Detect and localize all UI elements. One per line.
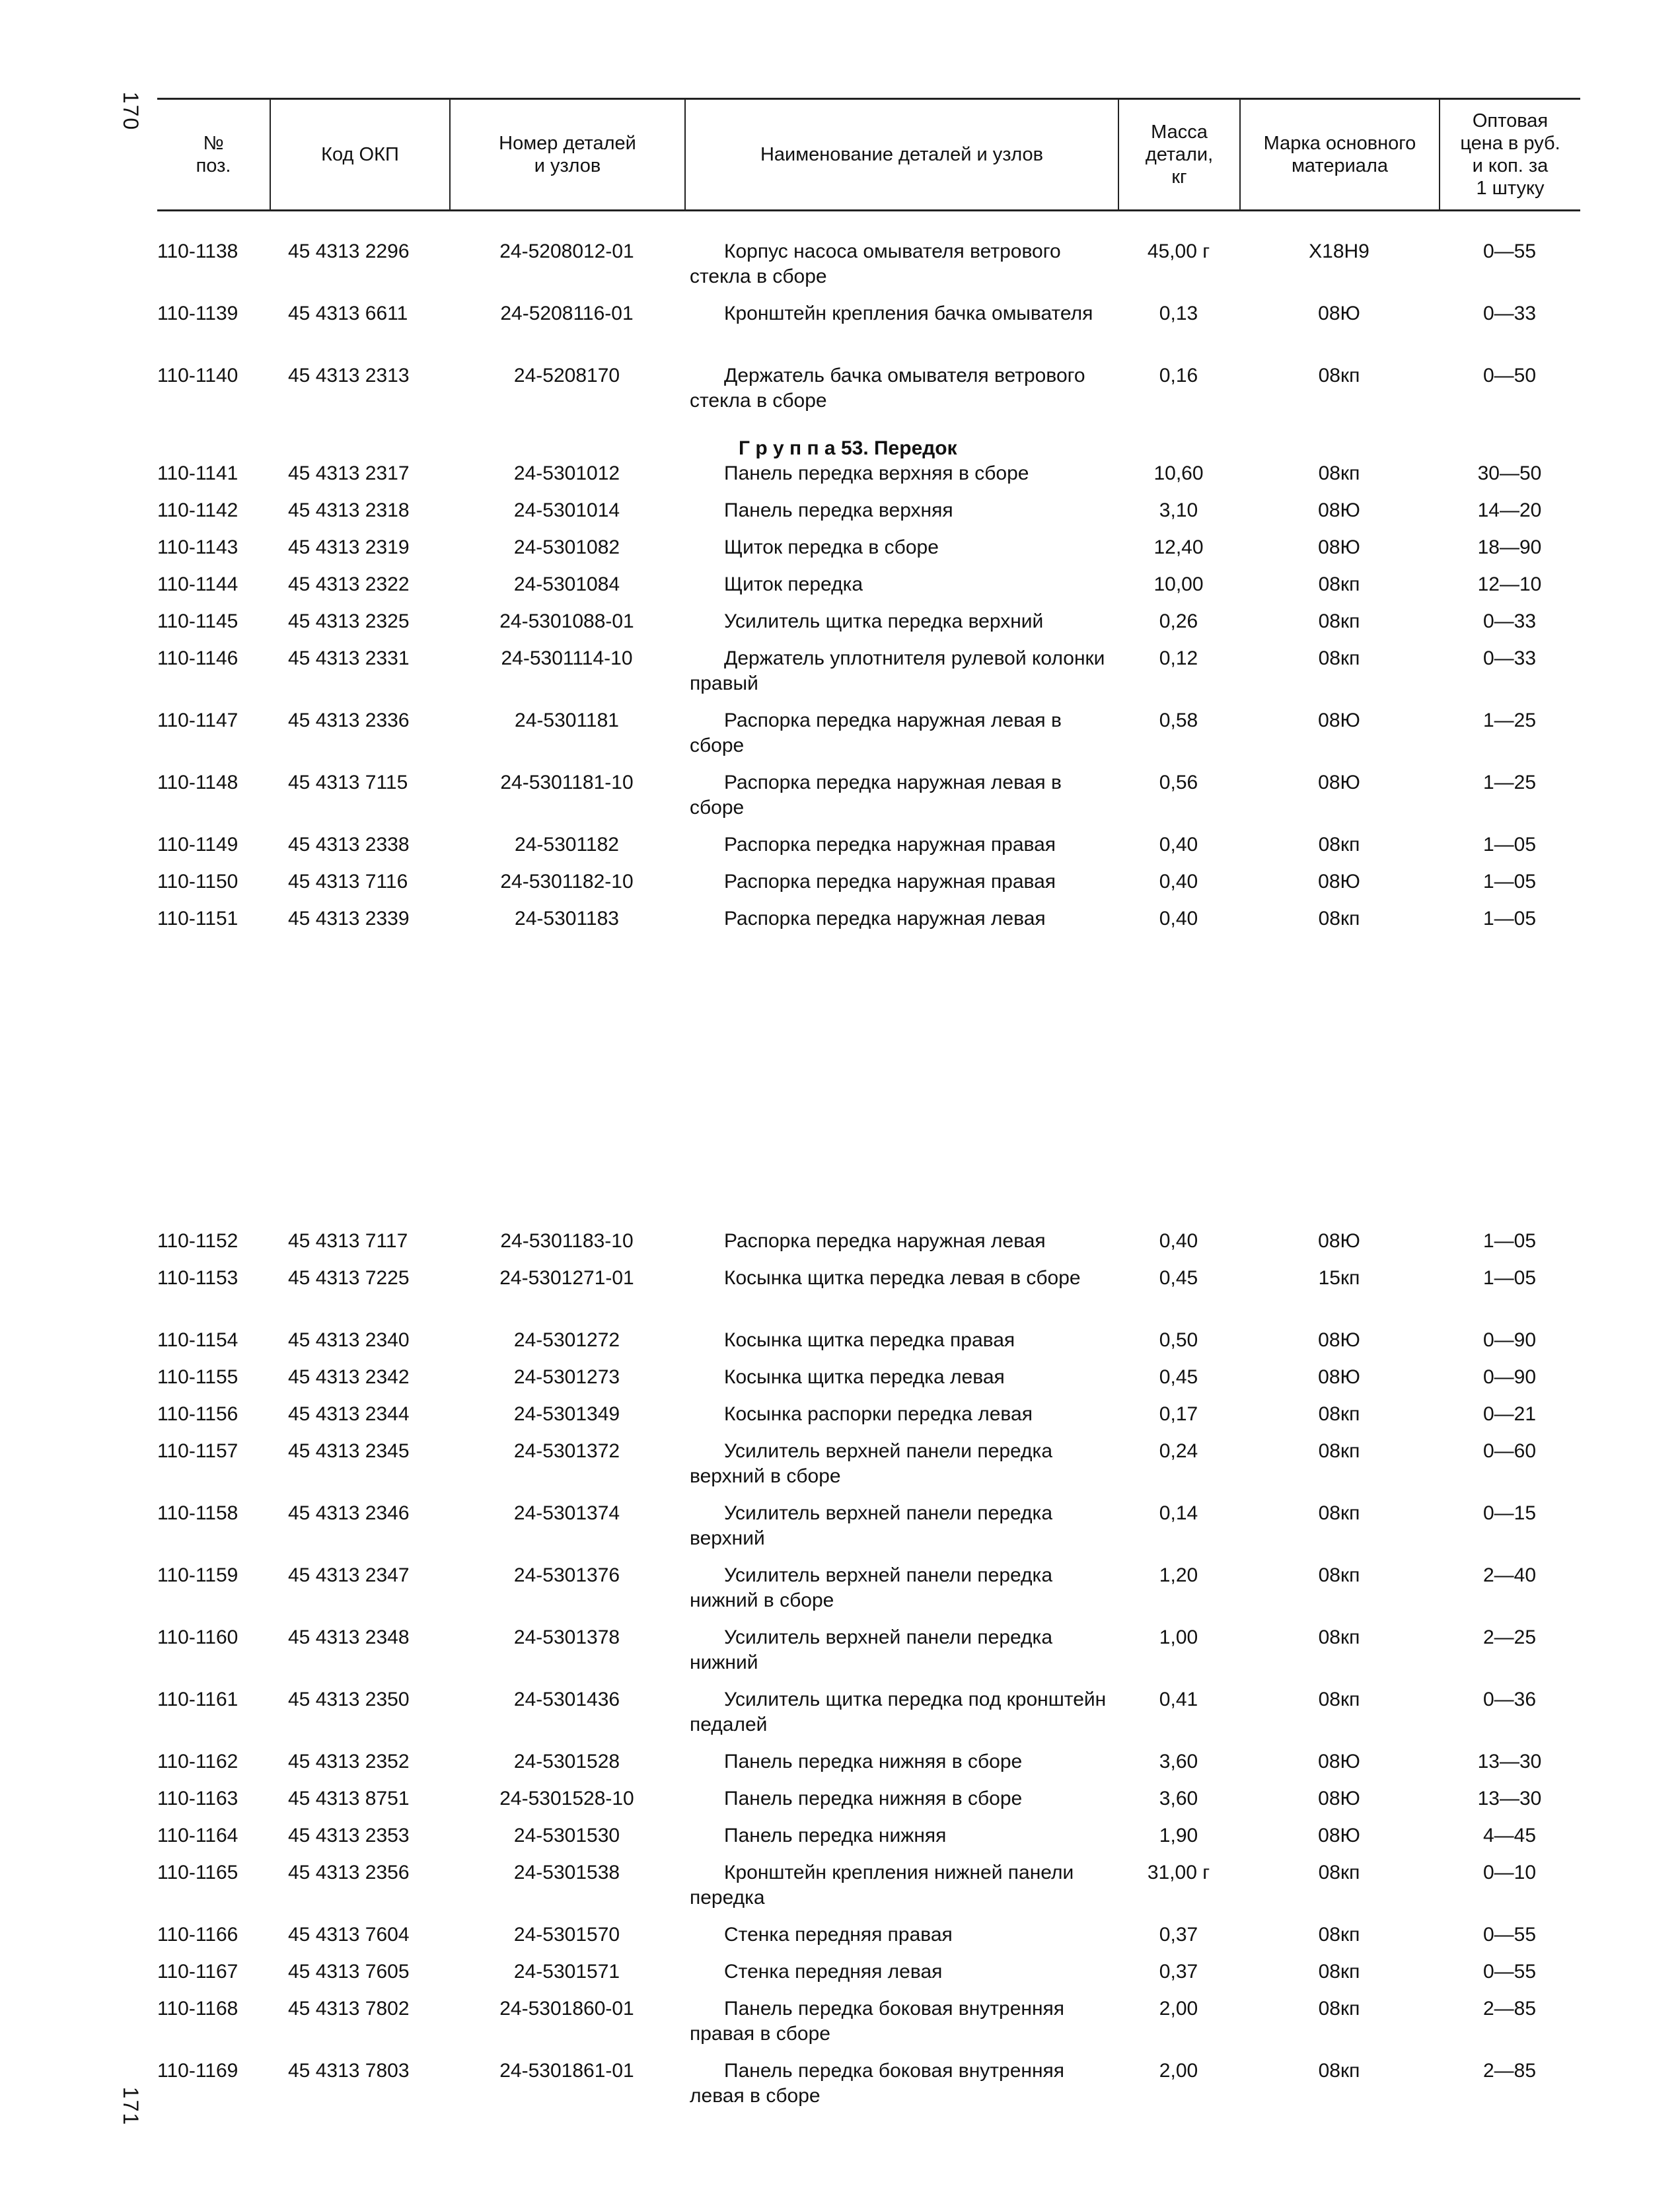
okp-code-cell: 45 4313 2319 [288,536,410,558]
table-row [157,239,1580,301]
material-cell: 08кп [1318,834,1360,856]
position-cell: 110-1159 [157,1564,238,1586]
okp-code-cell: 45 4313 2340 [288,1329,410,1351]
part-number-cell: 24-5301082 [513,536,620,558]
part-number-cell: 24-5301273 [513,1366,620,1388]
material-cell: 15кп [1318,1267,1360,1289]
table-row [157,609,1580,646]
header-price: Оптовая цена в руб. и коп. за 1 штуку [1439,100,1580,209]
part-name-cell: Распорка передка наружная левая в сборе [690,710,1062,756]
mass-cell: 1,20 [1159,1564,1198,1586]
part-number-cell: 24-5208116-01 [500,303,634,324]
part-number-cell: 24-5301571 [513,1961,620,1983]
part-number-cell: 24-5301570 [513,1924,620,1946]
okp-code-cell: 45 4313 7605 [288,1961,410,1983]
part-name-cell: Стенка передняя правая [724,1924,953,1946]
price-cell: 2—85 [1482,1998,1537,2020]
header-okp-code: Код ОКП [270,100,449,209]
table-row [157,832,1580,869]
price-cell: 0—55 [1482,1924,1537,1946]
material-cell: 08Ю [1318,499,1360,521]
material-cell: Х18Н9 [1309,240,1370,262]
part-name-cell: Щиток передка в сборе [724,536,939,558]
okp-code-cell: 45 4313 7604 [288,1924,410,1946]
price-cell: 2—25 [1482,1626,1537,1648]
mass-cell: 0,13 [1159,303,1198,324]
part-number-cell: 24-5301181-10 [500,772,634,793]
part-name-cell: Корпус насоса омывателя ветрового стекла в сборе [690,240,1061,287]
part-name-cell: Распорка передка наружная правая [724,834,1056,856]
table-row [157,1229,1580,1266]
material-cell: 08Ю [1318,871,1360,893]
price-cell: 0—60 [1482,1440,1537,1462]
table-row [157,1823,1580,1860]
table-row [157,1365,1580,1402]
mass-cell: 0,14 [1159,1502,1198,1524]
material-cell: 08кп [1318,1924,1360,1946]
material-cell: 08Ю [1318,1329,1360,1351]
okp-code-cell: 45 4313 7225 [288,1267,410,1289]
part-name-cell: Распорка передка наружная левая в сборе [690,772,1062,819]
okp-code-cell: 45 4313 7803 [288,2060,410,2082]
table-row [157,535,1580,572]
part-number-cell: 24-5301182-10 [500,871,634,893]
table-row [157,572,1580,609]
material-cell: 08Ю [1318,710,1360,731]
price-cell: 0—90 [1482,1366,1537,1388]
okp-code-cell: 45 4313 2348 [288,1626,410,1648]
material-cell: 08кп [1318,1564,1360,1586]
part-name-cell: Панель передка верхняя в сборе [724,462,1029,484]
mass-cell: 0,37 [1159,1924,1198,1946]
okp-code-cell: 45 4313 2331 [288,647,410,669]
mass-cell: 0,12 [1159,647,1198,669]
price-cell: 12—10 [1477,573,1542,595]
mass-cell: 0,50 [1159,1329,1198,1351]
position-cell: 110-1165 [157,1862,238,1883]
okp-code-cell: 45 4313 2342 [288,1366,410,1388]
table-row [157,1749,1580,1786]
material-cell: 08Ю [1318,1788,1360,1809]
table-row [157,1266,1580,1328]
mass-cell: 0,40 [1159,834,1198,856]
part-number-cell: 24-5208170 [513,365,620,386]
okp-code-cell: 45 4313 2344 [288,1403,410,1425]
price-cell: 0—33 [1482,303,1537,324]
part-name-cell: Панель передка нижняя в сборе [724,1751,1023,1772]
position-cell: 110-1157 [157,1440,238,1462]
page-number-bottom: 171 [119,2086,143,2127]
part-name-cell: Щиток передка [724,573,863,595]
part-name-cell: Держатель бачка омывателя ветрового стекла в сборе [690,365,1085,412]
part-name-cell: Панель передка верхняя [724,499,953,521]
part-name-cell: Усилитель верхней панели передка нижний [690,1626,1053,1673]
mass-cell: 0,16 [1159,365,1198,386]
table-row [157,646,1580,708]
table-row [157,1786,1580,1823]
part-number-cell: 24-5301538 [513,1862,620,1883]
table-row [157,1625,1580,1687]
part-number-cell: 24-5301182 [515,834,619,856]
part-name-cell: Панель передка нижняя [724,1825,947,1846]
table-header [157,98,1580,211]
table-row [157,363,1580,425]
okp-code-cell: 45 4313 2313 [288,365,410,386]
price-cell: 4—45 [1482,1825,1537,1846]
position-cell: 110-1138 [157,240,238,262]
header-material: Марка основного материала [1239,100,1439,209]
material-cell: 08кп [1318,573,1360,595]
table-row [157,1328,1580,1365]
price-cell: 0—55 [1482,240,1537,262]
position-cell: 110-1145 [157,610,238,632]
mass-cell: 45,00 г [1147,240,1210,262]
table-row [157,1687,1580,1749]
table-row [157,2059,1580,2121]
mass-cell: 2,00 [1159,1998,1198,2020]
part-number-cell: 24-5301372 [513,1440,620,1462]
okp-code-cell: 45 4313 2325 [288,610,410,632]
page-number-top: 170 [119,91,143,131]
material-cell: 08кп [1318,1862,1360,1883]
price-cell: 0—15 [1482,1502,1537,1524]
header-part-name: Наименование деталей и узлов [684,100,1118,209]
position-cell: 110-1158 [157,1502,238,1524]
table-row [157,869,1580,906]
okp-code-cell: 45 4313 2352 [288,1751,410,1772]
material-cell: 08кп [1318,610,1360,632]
part-number-cell: 24-5301012 [513,462,620,484]
price-cell: 2—40 [1482,1564,1537,1586]
part-number-cell: 24-5301183 [515,908,619,930]
table-row [157,301,1580,363]
part-number-cell: 24-5301376 [513,1564,620,1586]
price-cell: 1—25 [1482,710,1537,731]
material-cell: 08кп [1318,647,1360,669]
table-row [157,1439,1580,1501]
okp-code-cell: 45 4313 2339 [288,908,410,930]
okp-code-cell: 45 4313 2322 [288,573,410,595]
price-cell: 1—05 [1482,834,1537,856]
position-cell: 110-1154 [157,1329,238,1351]
part-name-cell: Косынка щитка передка левая в сборе [724,1267,1081,1289]
table-row [157,1959,1580,1996]
part-name-cell: Панель передка боковая внутренняя правая в сборе [690,1998,1065,2045]
material-cell: 08Ю [1318,1230,1360,1252]
table-row [157,1996,1580,2059]
price-cell: 1—25 [1482,772,1537,793]
material-cell: 08кп [1318,1626,1360,1648]
part-name-cell: Панель передка боковая внутренняя левая в сборе [690,2060,1065,2107]
material-cell: 08кп [1318,2060,1360,2082]
table-row [157,1501,1580,1563]
material-cell: 08Ю [1318,1366,1360,1388]
position-cell: 110-1140 [157,365,238,386]
part-name-cell: Усилитель верхней панели передка верхний [690,1502,1053,1549]
part-number-cell: 24-5301349 [513,1403,620,1425]
okp-code-cell: 45 4313 2347 [288,1564,410,1586]
mass-cell: 1,00 [1159,1626,1198,1648]
mass-cell: 0,26 [1159,610,1198,632]
okp-code-cell: 45 4313 7117 [288,1230,408,1252]
okp-code-cell: 45 4313 2317 [288,462,410,484]
mass-cell: 3,60 [1159,1751,1198,1772]
mass-cell: 0,40 [1159,908,1198,930]
position-cell: 110-1139 [157,303,238,324]
part-number-cell: 24-5301271-01 [499,1267,634,1289]
part-number-cell: 24-5301114-10 [501,647,633,669]
part-name-cell: Усилитель верхней панели передка верхний в сборе [690,1440,1053,1487]
material-cell: 08кп [1318,1998,1360,2020]
material-cell: 08кп [1318,1440,1360,1462]
position-cell: 110-1169 [157,2060,238,2082]
table-row [157,1563,1580,1625]
mass-cell: 0,41 [1159,1689,1198,1710]
price-cell: 0—21 [1482,1403,1537,1425]
part-name-cell: Распорка передка наружная левая [724,908,1046,930]
price-cell: 30—50 [1477,462,1542,484]
position-cell: 110-1143 [157,536,238,558]
table-row [157,1402,1580,1439]
okp-code-cell: 45 4313 2350 [288,1689,410,1710]
mass-cell: 0,24 [1159,1440,1198,1462]
part-number-cell: 24-5301374 [513,1502,620,1524]
position-cell: 110-1151 [157,908,238,930]
part-name-cell: Держатель уплотнителя рулевой колонки правый [690,647,1105,694]
table-row [157,1922,1580,1959]
price-cell: 1—05 [1482,871,1537,893]
okp-code-cell: 45 4313 6611 [288,303,408,324]
price-cell: 18—90 [1477,536,1542,558]
group-title-text: Г р у п п а 53. Передок [739,437,957,459]
part-name-cell: Стенка передняя левая [724,1961,943,1983]
price-cell: 0—33 [1482,647,1537,669]
price-cell: 0—36 [1482,1689,1537,1710]
mass-cell: 31,00 г [1147,1862,1210,1883]
mass-cell: 0,37 [1159,1961,1198,1983]
part-number-cell: 24-5301181 [515,710,619,731]
part-number-cell: 24-5301436 [513,1689,620,1710]
mass-cell: 1,90 [1159,1825,1198,1846]
mass-cell: 0,17 [1159,1403,1198,1425]
material-cell: 08кп [1318,365,1360,386]
okp-code-cell: 45 4313 8751 [288,1788,410,1809]
part-number-cell: 24-5301183-10 [500,1230,634,1252]
mass-cell: 3,60 [1159,1788,1198,1809]
material-cell: 08кп [1318,1502,1360,1524]
material-cell: 08Ю [1318,772,1360,793]
position-cell: 110-1148 [157,772,238,793]
okp-code-cell: 45 4313 2346 [288,1502,410,1524]
position-cell: 110-1147 [157,710,238,731]
mass-cell: 0,45 [1159,1267,1198,1289]
part-number-cell: 24-5301014 [513,499,620,521]
mass-cell: 0,45 [1159,1366,1198,1388]
okp-code-cell: 45 4313 2338 [288,834,410,856]
group-title [157,425,1580,461]
price-cell: 1—05 [1482,1267,1537,1289]
material-cell: 08кп [1318,462,1360,484]
mass-cell: 2,00 [1159,2060,1198,2082]
part-name-cell: Усилитель щитка передка под кронштейн педалей [690,1689,1107,1735]
position-cell: 110-1150 [157,871,238,893]
part-number-cell: 24-5301860-01 [499,1998,634,2020]
header-pos: № поз. [196,133,231,176]
part-number-cell: 24-5208012-01 [499,240,634,262]
position-cell: 110-1160 [157,1626,238,1648]
material-cell: 08Ю [1318,1825,1360,1846]
position-cell: 110-1146 [157,647,238,669]
price-cell: 0—90 [1482,1329,1537,1351]
part-name-cell: Панель передка нижняя в сборе [724,1788,1023,1809]
part-number-cell: 24-5301272 [513,1329,620,1351]
part-name-cell: Распорка передка наружная правая [724,871,1056,893]
position-cell: 110-1164 [157,1825,238,1846]
table-body-bottom [157,1229,1580,2121]
part-name-cell: Усилитель щитка передка верхний [724,610,1044,632]
part-number-cell: 24-5301861-01 [499,2060,634,2082]
part-name-cell: Распорка передка наружная левая [724,1230,1046,1252]
header-part-number: Номер деталей и узлов [449,100,684,209]
part-number-cell: 24-5301378 [513,1626,620,1648]
part-number-cell: 24-5301530 [513,1825,620,1846]
price-cell: 14—20 [1477,499,1542,521]
part-name-cell: Косынка щитка передка правая [724,1329,1015,1351]
position-cell: 110-1167 [157,1961,238,1983]
position-cell: 110-1168 [157,1998,238,2020]
part-number-cell: 24-5301528 [513,1751,620,1772]
position-cell: 110-1156 [157,1403,238,1425]
table-body-top [157,239,1580,943]
header-mass: Масса детали, кг [1118,100,1239,209]
okp-code-cell: 45 4313 2345 [288,1440,410,1462]
position-cell: 110-1152 [157,1230,238,1252]
table-row [157,770,1580,832]
price-cell: 0—10 [1482,1862,1537,1883]
okp-code-cell: 45 4313 7116 [288,871,408,893]
price-cell: 13—30 [1477,1751,1542,1772]
okp-code-cell: 45 4313 7115 [288,772,408,793]
price-cell: 0—55 [1482,1961,1537,1983]
mass-cell: 0,58 [1159,710,1198,731]
position-cell: 110-1161 [157,1689,238,1710]
table-row [157,461,1580,498]
table-row [157,708,1580,770]
mass-cell: 0,56 [1159,772,1198,793]
table-row [157,498,1580,535]
position-cell: 110-1141 [157,462,238,484]
position-cell: 110-1155 [157,1366,238,1388]
okp-code-cell: 45 4313 2318 [288,499,410,521]
material-cell: 08кп [1318,1403,1360,1425]
mass-cell: 0,40 [1159,1230,1198,1252]
material-cell: 08Ю [1318,303,1360,324]
material-cell: 08кп [1318,908,1360,930]
part-name-cell: Усилитель верхней панели передка нижний в сборе [690,1564,1053,1611]
table-row [157,906,1580,943]
position-cell: 110-1153 [157,1267,238,1289]
okp-code-cell: 45 4313 2336 [288,710,410,731]
okp-code-cell: 45 4313 2296 [288,240,410,262]
part-number-cell: 24-5301528-10 [499,1788,634,1809]
part-number-cell: 24-5301088-01 [499,610,634,632]
material-cell: 08кп [1318,1689,1360,1710]
mass-cell: 10,60 [1153,462,1204,484]
material-cell: 08Ю [1318,1751,1360,1772]
position-cell: 110-1163 [157,1788,238,1809]
part-name-cell: Кронштейн крепления бачка омывателя [724,303,1093,324]
part-name-cell: Косынка распорки передка левая [724,1403,1033,1425]
okp-code-cell: 45 4313 2353 [288,1825,410,1846]
position-cell: 110-1142 [157,499,238,521]
okp-code-cell: 45 4313 7802 [288,1998,410,2020]
mass-cell: 0,40 [1159,871,1198,893]
mass-cell: 10,00 [1153,573,1204,595]
price-cell: 2—85 [1482,2060,1537,2082]
mass-cell: 12,40 [1153,536,1204,558]
position-cell: 110-1166 [157,1924,238,1946]
position-cell: 110-1144 [157,573,238,595]
okp-code-cell: 45 4313 2356 [288,1862,410,1883]
table-row [157,1860,1580,1922]
part-number-cell: 24-5301084 [513,573,620,595]
part-name-cell: Косынка щитка передка левая [724,1366,1005,1388]
price-cell: 0—50 [1482,365,1537,386]
position-cell: 110-1149 [157,834,238,856]
material-cell: 08кп [1318,1961,1360,1983]
part-name-cell: Кронштейн крепления нижней панели передка [690,1862,1074,1909]
price-cell: 13—30 [1477,1788,1542,1809]
position-cell: 110-1162 [157,1751,238,1772]
price-cell: 0—33 [1482,610,1537,632]
price-cell: 1—05 [1482,1230,1537,1252]
material-cell: 08Ю [1318,536,1360,558]
price-cell: 1—05 [1482,908,1537,930]
mass-cell: 3,10 [1159,499,1198,521]
